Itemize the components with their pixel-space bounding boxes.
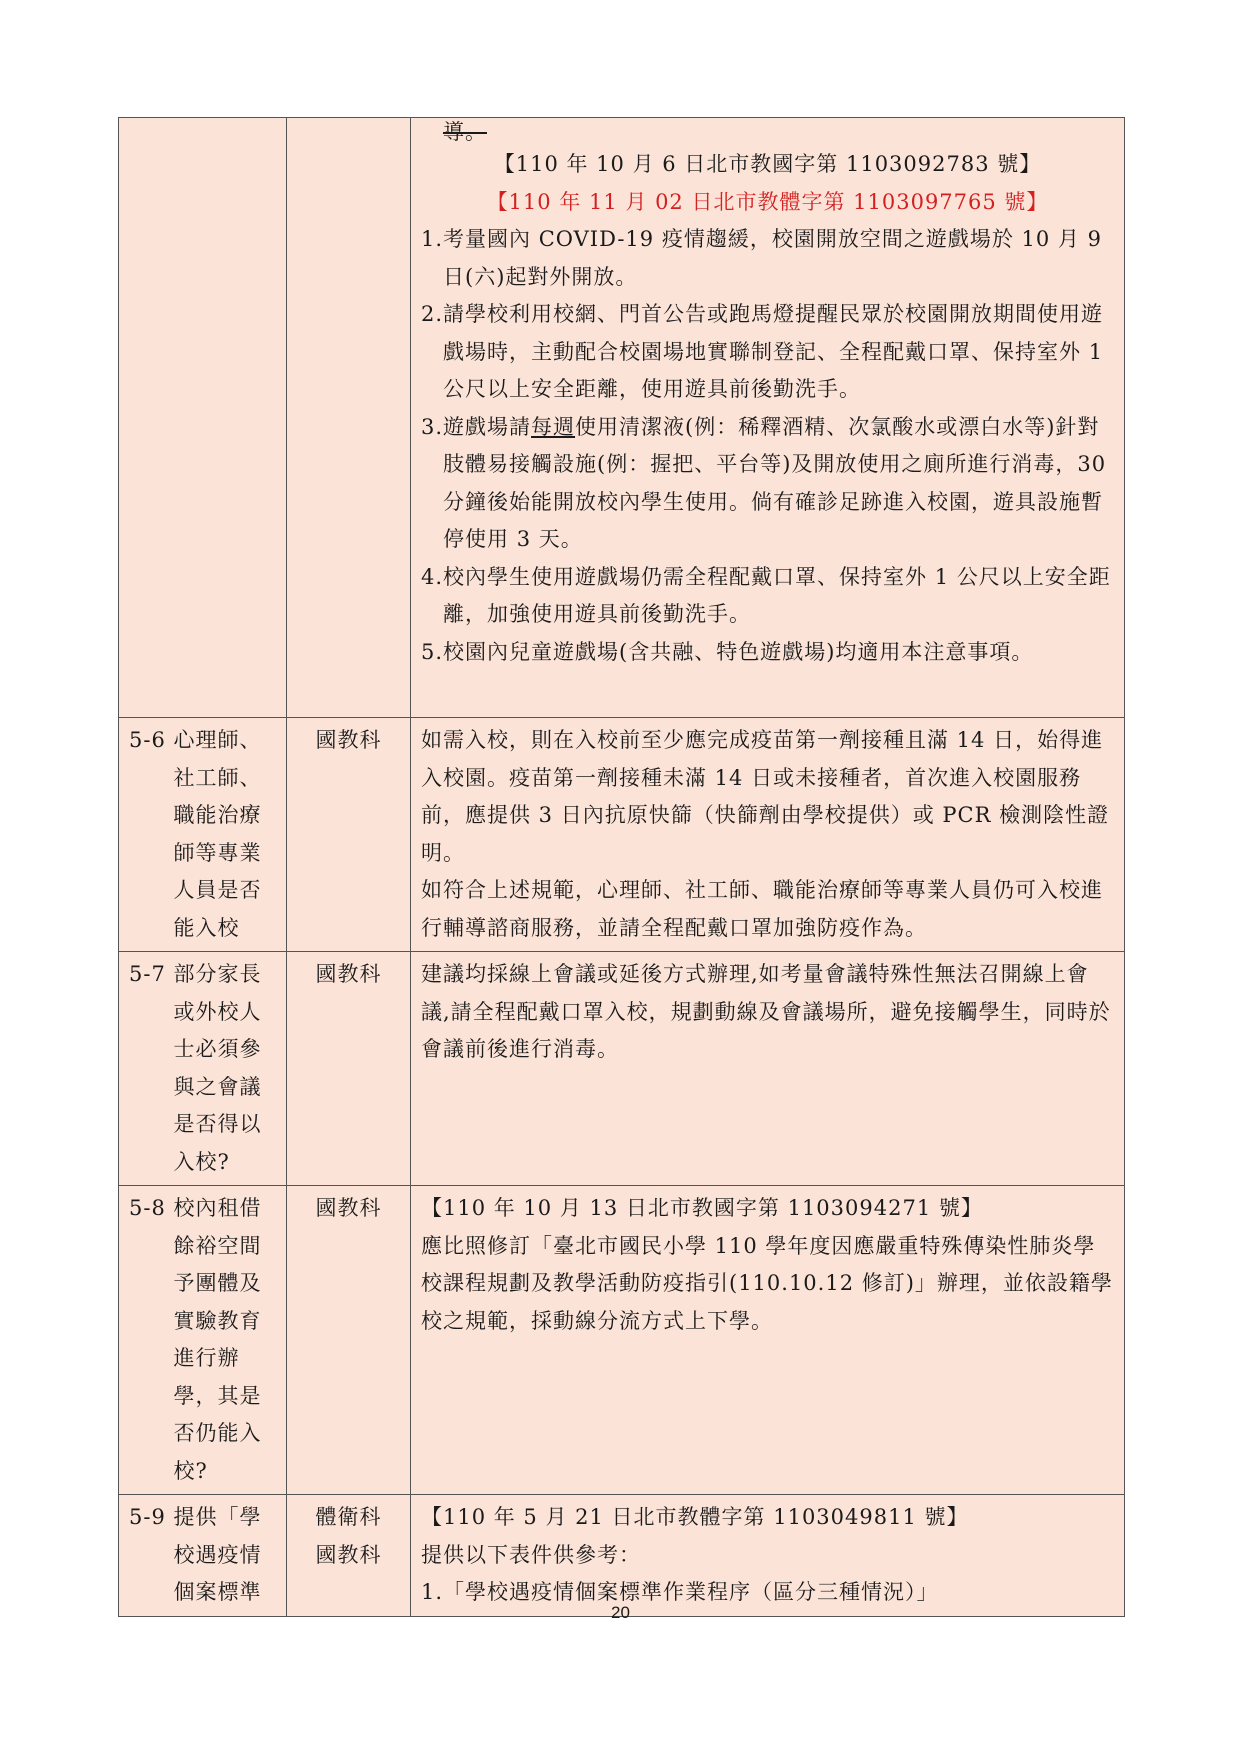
- list-item: 3. 遊戲場請每週使用清潔液(例：稀釋酒精、次氯酸水或漂白水等)針對肢體易接觸設施(例：握把、平台等)及開放使用之廁所進行消毒，30 分鐘後始能開放校內學生使用。倘有確診足跡進入校園，遊具設施暫停使用 3 天。: [421, 414, 1107, 551]
- reference-note: 【110 年 10 月 6 日北市教國字第 1103092783 號】: [493, 152, 1042, 176]
- item-number: 5-9: [129, 1505, 166, 1529]
- item-number: 5-8: [129, 1196, 166, 1220]
- question-text: 心理師、社工師、職能治療師等專業人員是否能入校: [173, 728, 262, 940]
- list-item: 5. 校園內兒童遊戲場(含共融、特色遊戲場)均適用本注意事項。: [421, 639, 1034, 664]
- page-number: 20: [611, 1603, 630, 1622]
- department: 體衛科: [315, 1505, 382, 1529]
- department-cell: [287, 118, 411, 718]
- question-cell: [119, 1186, 287, 1495]
- answer-cell: [411, 1495, 1125, 1617]
- question-cell: [119, 718, 287, 952]
- answer-cell: [411, 118, 1125, 718]
- department-cell: [287, 718, 411, 952]
- list-item: 1. 「學校遇疫情個案標準作業程序（區分三種情況）」: [421, 1580, 939, 1604]
- department: 國教科: [315, 1542, 382, 1567]
- answer-paragraph: 提供以下表件供參考：: [421, 1542, 641, 1567]
- faq-table: [118, 117, 1125, 1617]
- table-row: [119, 1495, 1125, 1617]
- reference-note: 【110 年 10 月 13 日北市教國字第 1103094271 號】: [421, 1196, 983, 1220]
- answer-paragraph: 如符合上述規範，心理師、社工師、職能治療師等專業人員仍可入校進行輔導諮商服務，並請全程配戴口罩加強防疫作為。: [421, 878, 1103, 940]
- question-text: 部分家長或外校人士必須參與之會議是否得以入校?: [173, 962, 262, 1174]
- department-cell: [287, 1186, 411, 1495]
- answer-paragraph: 應比照修訂「臺北市國民小學 110 學年度因應嚴重特殊傳染性肺炎學校課程規劃及教學活動防疫指引(110.10.12 修訂)」辦理，並依設籍學校之規範，採動線分流方式上下學。: [421, 1233, 1113, 1333]
- department: 國教科: [315, 1196, 382, 1220]
- department: 國教科: [315, 728, 382, 752]
- reference-note-red: 【110 年 11 月 02 日北市教體字第 1103097765 號】: [486, 189, 1049, 214]
- item-number: 5-7: [129, 962, 166, 986]
- reference-note: 【110 年 5 月 21 日北市教體字第 1103049811 號】: [421, 1505, 969, 1529]
- list-item: 2. 請學校利用校網、門首公告或跑馬燈提醒民眾於校園開放期間使用遊戲場時，主動配合校園場地實聯制登記、全程配戴口罩、保持室外 1 公尺以上安全距離，使用遊具前後勤洗手。: [421, 302, 1104, 401]
- table-row: [119, 1186, 1125, 1495]
- answer-cell: [411, 1186, 1125, 1495]
- answer-paragraph: 建議均採線上會議或延後方式辦理,如考量會議特殊性無法召開線上會議,請全程配戴口罩入校，規劃動線及會議場所，避免接觸學生，同時於會議前後進行消毒。: [421, 962, 1111, 1061]
- table-row: [119, 718, 1125, 952]
- department-cell: [287, 952, 411, 1186]
- answer-paragraph: 如需入校，則在入校前至少應完成疫苗第一劑接種且滿 14 日，始得進入校園。疫苗第一劑接種未滿 14 日或未接種者，首次進入校園服務前，應提供 3 日內抗原快篩（快篩劑由學校提供）或 PCR 檢測陰性證明。: [421, 728, 1110, 865]
- item-number: 5-6: [129, 728, 166, 752]
- question-cell: [119, 118, 287, 718]
- question-cell: [119, 1495, 287, 1617]
- list-item: 1. 考量國內 COVID-19 疫情趨緩，校園開放空間之遊戲場於 10 月 9 日(六)起對外開放。: [421, 227, 1102, 289]
- table-row: [119, 952, 1125, 1186]
- continued-text: 導。: [443, 120, 487, 144]
- table-row: [119, 118, 1125, 718]
- question-text: 校內租借餘裕空間予團體及實驗教育進行辦學，其是否仍能入校?: [173, 1196, 262, 1483]
- question-text: 提供「學校遇疫情個案標準: [173, 1505, 262, 1604]
- department-cell: [287, 1495, 411, 1617]
- answer-cell: [411, 952, 1125, 1186]
- department: 國教科: [315, 962, 382, 986]
- question-cell: [119, 952, 287, 1186]
- list-item: 4. 校內學生使用遊戲場仍需全程配戴口罩、保持室外 1 公尺以上安全距離，加強使用遊具前後勤洗手。: [421, 564, 1111, 626]
- answer-cell: [411, 718, 1125, 952]
